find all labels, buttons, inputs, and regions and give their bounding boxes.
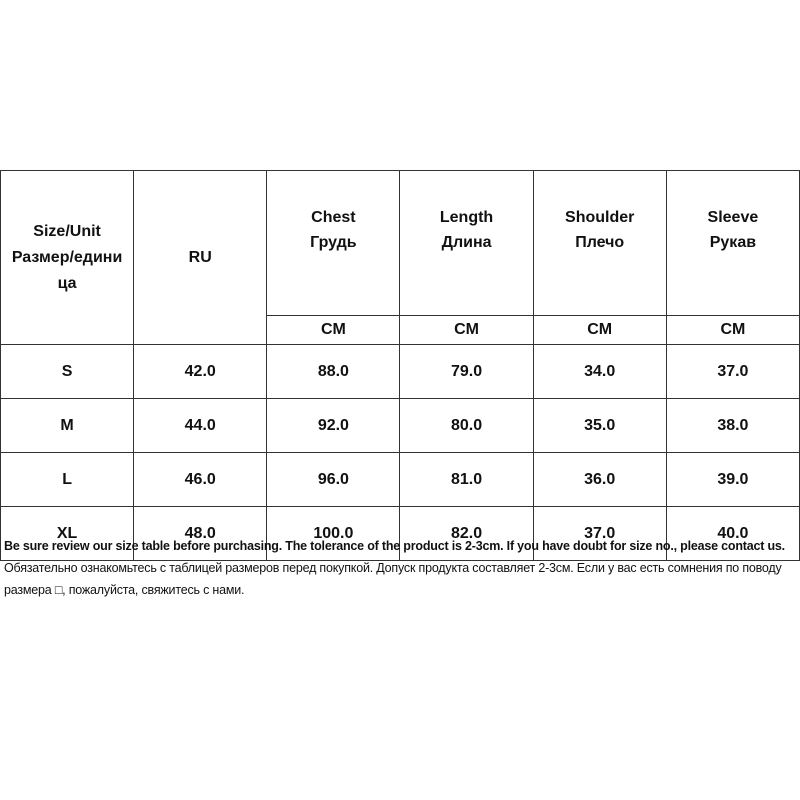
- header-text: Length: [439, 209, 494, 226]
- cell: 80.0: [400, 399, 533, 453]
- header-text: Грудь: [310, 234, 357, 251]
- cell: 100.0: [267, 507, 400, 561]
- header-text: Sleeve: [707, 209, 759, 226]
- cell: 48.0: [134, 507, 267, 561]
- cell: 40.0: [666, 507, 799, 561]
- cell: 37.0: [533, 507, 666, 561]
- cell: 39.0: [666, 453, 799, 507]
- header-text: ца: [57, 274, 77, 292]
- cell: 34.0: [533, 345, 666, 399]
- cell: 42.0: [134, 345, 267, 399]
- header-text: Shoulder: [565, 209, 635, 226]
- cell: 81.0: [400, 453, 533, 507]
- note-english: Be sure review our size table before purchasing. The tolerance of the product is 2-3cm. If you have doubt for size no., please contact us.: [4, 539, 785, 553]
- cell: 96.0: [267, 453, 400, 507]
- size-notes: [4, 535, 800, 601]
- note-russian-line-1: Обязательно ознакомьтесь с таблицей размеров перед покупкой. Допуск продукта составляет 2-3см. Если у вас есть сомнения по поводу: [4, 561, 782, 575]
- header-shoulder: [533, 171, 666, 316]
- cell: 38.0: [666, 399, 799, 453]
- table-row: [1, 345, 800, 399]
- note-russian-line-2: размера □, пожалуйста, свяжитесь с нами.: [4, 583, 245, 597]
- unit-cell: CM: [400, 316, 533, 345]
- table-row: [1, 453, 800, 507]
- header-text: Плечо: [575, 234, 625, 251]
- header-text: Длина: [441, 234, 492, 251]
- unit-cell: CM: [267, 316, 400, 345]
- cell: 37.0: [666, 345, 799, 399]
- cell: 36.0: [533, 453, 666, 507]
- header-ru: RU: [134, 171, 267, 345]
- header-row: [1, 171, 800, 316]
- cell: 44.0: [134, 399, 267, 453]
- cell: 35.0: [533, 399, 666, 453]
- header-sleeve: [666, 171, 799, 316]
- size-table: [0, 170, 800, 561]
- header-text: Size/Unit: [33, 222, 101, 240]
- unit-cell: CM: [666, 316, 799, 345]
- cell: XL: [1, 507, 134, 561]
- cell: 46.0: [134, 453, 267, 507]
- unit-cell: CM: [533, 316, 666, 345]
- header-chest: [267, 171, 400, 316]
- cell: 79.0: [400, 345, 533, 399]
- header-length: [400, 171, 533, 316]
- cell: M: [1, 399, 134, 453]
- cell: 82.0: [400, 507, 533, 561]
- cell: 88.0: [267, 345, 400, 399]
- cell: S: [1, 345, 134, 399]
- header-text: Chest: [311, 209, 356, 226]
- table-row: [1, 399, 800, 453]
- cell: 92.0: [267, 399, 400, 453]
- header-text: Рукав: [709, 234, 757, 251]
- header-text: Размер/едини: [11, 248, 123, 266]
- header-size-unit: [1, 171, 134, 345]
- cell: L: [1, 453, 134, 507]
